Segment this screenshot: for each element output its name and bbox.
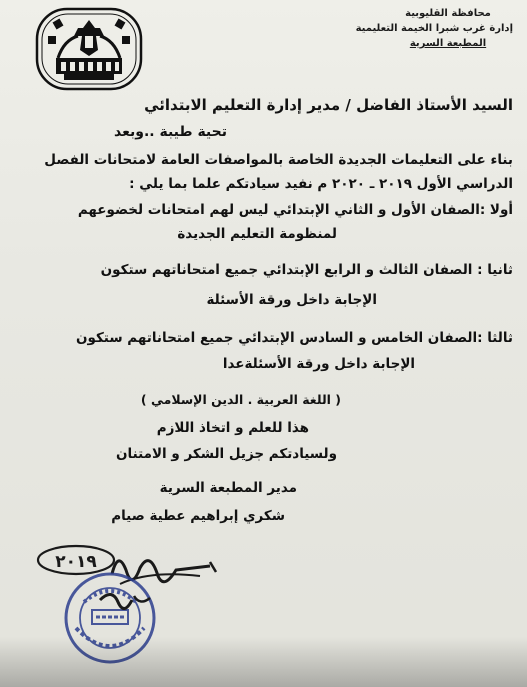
second-point-line-1: ثانيا : الصفان الثالث و الرابع الإبتدائي جميع امتحاناتهم ستكون (100, 262, 513, 278)
exception-subjects: ( اللغة العربية . الدين الإسلامي ) (140, 392, 341, 407)
recipient-line: السيد الأستاذ الفاضل / مدير إدارة التعليم الابتدائي (144, 96, 513, 114)
handwritten-date: ٢٠١٩ (55, 552, 97, 572)
closing-line-2: ولسيادتكم جزيل الشكر و الامتنان (116, 446, 337, 462)
first-point-line-2: لمنظومة التعليم الجديدة (177, 226, 337, 242)
third-point-line-1: ثالثا :الصفان الخامس و السادس الإبتدائي جميع امتحاناتهم ستكون (75, 330, 513, 346)
third-point-line-2: الإجابة داخل ورقة الأسئلةعدا (222, 356, 415, 372)
governorate-emblem-logo (34, 6, 144, 92)
letterhead (355, 6, 513, 51)
second-point-line-2: الإجابة داخل ورقة الأسئلة (206, 292, 377, 308)
intro-line-1: بناء على التعليمات الجديدة الخاصة بالمواصفات العامة لامتحانات الفصل (44, 152, 513, 168)
greeting-line: تحية طيبة ..وبعد (114, 124, 227, 140)
photo-shadow (0, 637, 527, 687)
closing-line-1: هذا للعلم و اتخاذ اللازم (156, 420, 309, 436)
signer-title: مدير المطبعة السرية (159, 480, 297, 496)
department-name: المطبعة السرية (409, 38, 487, 49)
intro-line-2: الدراسي الأول ٢٠١٩ ـ ٢٠٢٠ م نفيد سيادتكم علما بما يلي : (129, 176, 513, 192)
first-point-line-1: أولا :الصفان الأول و الثاني الإبتدائي ليس لهم امتحانات لخضوعهم (77, 202, 513, 218)
signer-name: شكري إبراهيم عطية صيام (111, 508, 285, 524)
governorate-name: محافظة القليوبية (405, 8, 491, 19)
administration-name: إدارة غرب شبرا الخيمة التعليمية (355, 23, 513, 34)
